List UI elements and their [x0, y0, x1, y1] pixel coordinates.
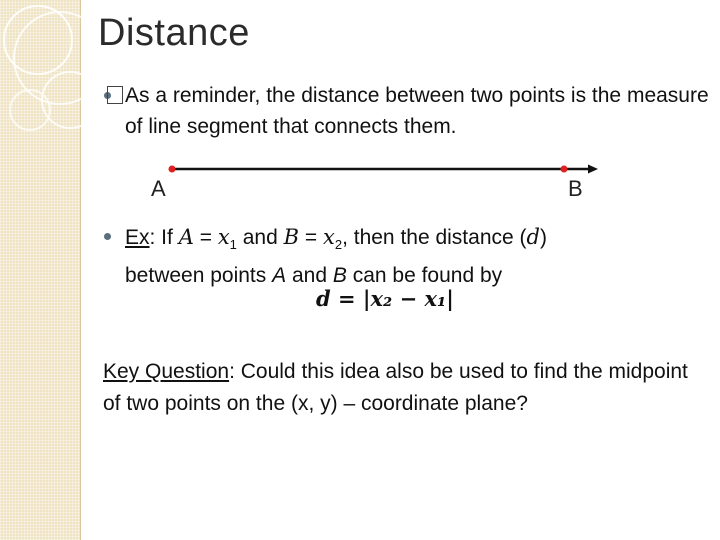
- key-question-text: : Could this idea also be used to find the midpoint of two points on the (x, y) – coordinate plane?: [103, 360, 688, 415]
- ex-label: Ex: [125, 226, 150, 249]
- eq-2: =: [299, 226, 323, 249]
- bullet-dot-2: [104, 233, 111, 240]
- key-question: [103, 356, 703, 420]
- missing-glyph-icon: [107, 86, 123, 104]
- sub-2: 2: [334, 237, 343, 253]
- text-and: and: [236, 226, 284, 249]
- slide-title: Distance: [98, 12, 250, 54]
- line2-b: B: [332, 264, 347, 288]
- point-a-label: A: [151, 176, 166, 201]
- line2-pre: between points: [125, 264, 273, 288]
- point-b-label: B: [568, 176, 583, 201]
- line2-post: can be found by: [346, 264, 503, 288]
- text-rest-2: ): [539, 226, 547, 249]
- point-a: [169, 166, 176, 173]
- text-if: : If: [149, 226, 179, 249]
- line2-a: A: [272, 264, 287, 288]
- var-a: A: [178, 225, 194, 249]
- text-rest: , then the distance (: [342, 226, 527, 249]
- arrow-head: [588, 165, 598, 174]
- line2-and: and: [286, 264, 333, 288]
- var-d: d: [526, 225, 540, 249]
- sub-1: 1: [229, 237, 237, 253]
- bullet-1-text: As a reminder, the distance between two points is the measure of line segment that connects them.: [125, 84, 709, 138]
- bullet-2-text: [125, 222, 710, 291]
- point-b: [561, 166, 568, 173]
- key-question-label: Key Question: [103, 360, 230, 383]
- distance-formula: d = |x₂ − x₁|: [316, 286, 454, 311]
- eq-1: =: [193, 226, 218, 249]
- x-1: x: [217, 225, 230, 249]
- var-b: B: [283, 225, 300, 249]
- x-2: x: [322, 225, 335, 249]
